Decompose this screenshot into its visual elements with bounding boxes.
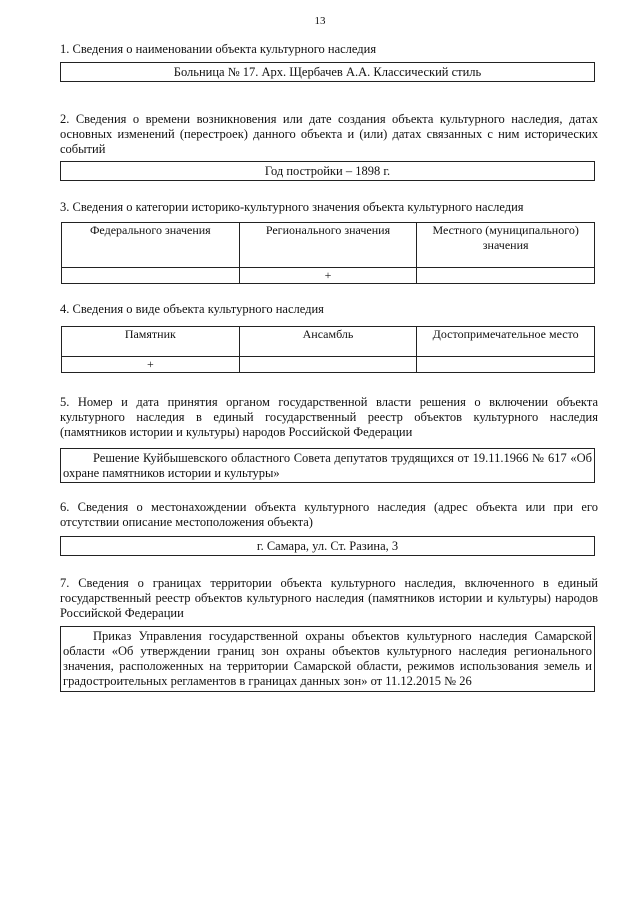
type-landmark-mark [417, 357, 595, 373]
type-table-mark-row [62, 357, 595, 373]
category-federal-mark [62, 268, 240, 284]
section-2-heading: 2. Сведения о времени возникновения или дате создания объекта культурного наследия, датах основных изменений (перестроек) данного объекта и (или) датах связанных с ним исторических событий [60, 112, 598, 156]
section-5-value-box [60, 448, 595, 483]
category-table-mark-row [62, 268, 595, 284]
type-ensemble-mark [239, 357, 417, 373]
section-5-heading: 5. Номер и дата принятия органом государственной власти решения о включении объекта культурного наследия в единый государственный реестр объектов культурного наследия (памятников истории и культуры) народов Российской Федерации [60, 395, 598, 439]
section-7-value-box [60, 626, 595, 692]
type-table-header-row [62, 327, 595, 357]
category-table-header-row [62, 223, 595, 268]
type-monument-header: Памятник [62, 327, 240, 357]
type-landmark-header: Достопримечательное место [417, 327, 595, 357]
type-table [61, 326, 595, 373]
section-7-value: Приказ Управления государственной охраны объектов культурного наследия Самарской области «Об утверждении границ зон охраны объектов культурного наследия регионального значения, расположенных на территории Самарской области, режимов использования земель и градостроительных регламентов в границах данных зон» от 11.12.2015 № 26 [63, 629, 592, 688]
section-7-heading: 7. Сведения о границах территории объекта культурного наследия, включенного в единый государственный реестр объектов культурного наследия (памятников истории и культуры) народов Российской Федерации [60, 576, 598, 620]
category-regional-header: Регионального значения [239, 223, 417, 268]
section-1-value: Больница № 17. Арх. Щербачев А.А. Классический стиль [173, 65, 482, 79]
page-number: 13 [314, 15, 326, 27]
section-6-value: г. Самара, ул. Ст. Разина, 3 [256, 539, 399, 553]
section-1-value-box [60, 62, 595, 82]
section-4-heading: 4. Сведения о виде объекта культурного наследия [60, 302, 324, 316]
type-ensemble-header: Ансамбль [239, 327, 417, 357]
section-6-heading: 6. Сведения о местонахождении объекта культурного наследия (адрес объекта или при его отсутствии описание местоположения объекта) [60, 500, 598, 529]
category-local-mark [417, 268, 595, 284]
category-regional-mark: + [239, 268, 417, 284]
category-table [61, 222, 595, 284]
section-1-heading: 1. Сведения о наименовании объекта культурного наследия [60, 42, 377, 56]
section-3-heading: 3. Сведения о категории историко-культурного значения объекта культурного наследия [60, 200, 524, 214]
type-monument-mark: + [62, 357, 240, 373]
section-6-value-box [60, 536, 595, 556]
section-2-value-box [60, 161, 595, 181]
section-2-value: Год постройки – 1898 г. [264, 164, 391, 178]
category-local-header: Местного (муниципального) значения [417, 223, 595, 268]
section-5-value: Решение Куйбышевского областного Совета депутатов трудящихся от 19.11.1966 № 617 «Об охране памятников истории и культуры» [63, 451, 592, 480]
category-federal-header: Федерального значения [62, 223, 240, 268]
